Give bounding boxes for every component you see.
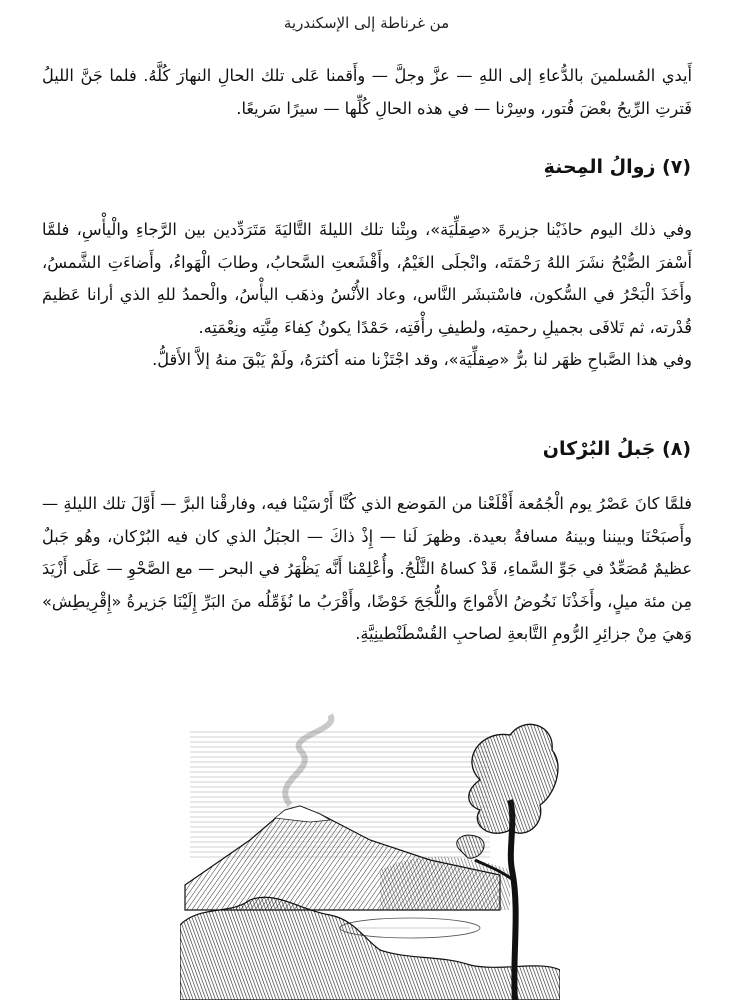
paragraph: وفي ذلك اليوم حاذَيْنا جزيرةَ «صِقلِّيَة»، وبِتْنا تلك الليلةَ التَّاليَةَ مَتَرَدِّدين بين الرَّجاءِ والْيأْسِ، فلمَّا أَسْفرَ الصُّبْحُ نشَرَ اللهُ رَحْمَتَه، وانْجلَى الغَيْمُ، وأَقْشَعتِ السَّحابُ، وطابَ الْهَواءُ، وأَضاءَتِ الشَّمسُ، وأَخَذَ الْبَحْرُ في السُّكون، فاسْتبشَر النَّاس، وعاد الأُنْسُ وذهَب اليأْسُ، والْحمدُ للهِ الذي أرانا عَظيمَ قُدْرته، ثم تَلافَى بجميلِ رحمتِه، ولطيفِ رأْفَتِه، حَمْدًا يكونُ كِفاءَ مِنَّتِه ونِعْمَتِه. [42, 220, 692, 337]
section-7-text [42, 214, 692, 377]
section-heading-7: (٧) زوالُ المِحنةِ [543, 156, 691, 178]
running-head: من غرناطة إلى الإسكندرية [283, 14, 450, 32]
paragraph: وفي هذا الصَّباحِ ظهَر لنا برُّ «صِقلِّيَة»، وقد اجْتَزْنا منه أكثرَهُ، ولَمْ يَبْقَ منهُ إلاَّ الأَقلُّ. [152, 350, 692, 369]
section-heading-8: (٨) جَبلُ البُرْكان [542, 438, 691, 460]
paragraph: فلمَّا كانَ عَصْرُ يوم الْجُمُعة أَقْلَعْنا من المَوضع الذي كُنَّا أَرْسَيْنا فيه، وفارقْنا البرَّ — أَوَّلَ تلك الليلةِ — وأَصبَحْنَا وبيننا وبينهُ مسافةٌ بعيدة. وظهرَ لَنا — إِذْ ذاكَ — الجبَلُ الذي كان فيه البُرْكان، وهُو جَبلٌ عظيمٌ مُصَعِّدٌ في جَوِّ السَّماءِ، قَدْ كساهُ الثَّلْجُ. وأُعْلِمْنا أَنَّه يَظْهَرُ في البحر — مع الصَّحْوِ — عَلَى أَزْيَدَ مِن مئة ميلٍ، وأَخَذْنَا نَخُوضُ الأَمْواجَ واللُّجَجَ خَوْضًا، وأَقْرَبُ ما نُؤَمِّلُه منَ البَرِّ إِلَيْنَا جَزيرةُ «إِقْرِيطِش» وَهيَ مِنْ جزائِرِ الرُّومِ التَّابعةِ لصاحبِ القُسْطَنْطينِيَّةِ. [42, 494, 692, 643]
volcano-landscape-illustration [180, 710, 560, 1000]
section-8-text [42, 488, 692, 651]
intro-text [42, 60, 692, 125]
paragraph: أَيدي المُسلمينَ بالدُّعاءِ إلى اللهِ — عزَّ وجلَّ — وأَقمنا عَلى تلك الحالِ النهارَ كُلَّهُ. فلما جَنَّ الليلُ فَترتِ الرِّيحُ بعْضَ فُتور، وسِرْنا — في هذه الحالِ كُلِّها — سيرًا سَريعًا. [42, 66, 692, 118]
